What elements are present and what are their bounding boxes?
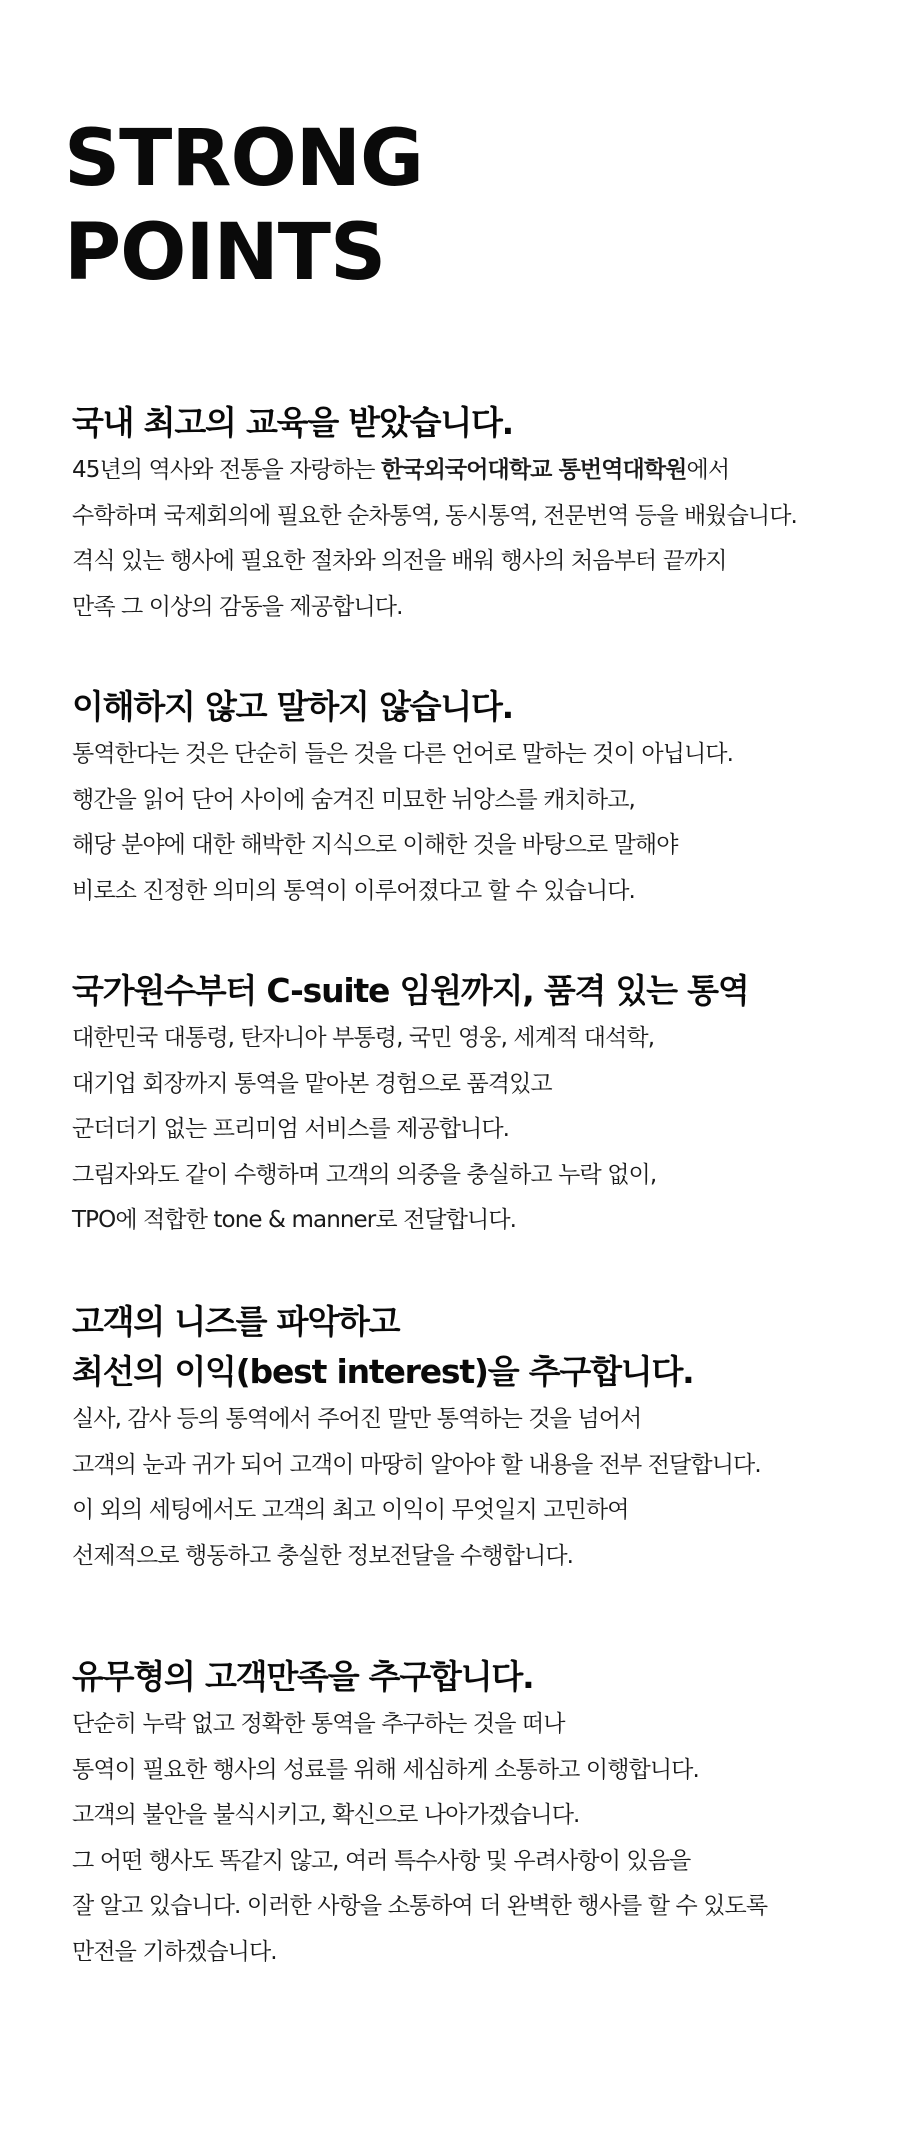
section-heading-line: 국내 최고의 교육을 받았습니다.: [72, 403, 514, 442]
section-heading: [72, 398, 872, 448]
section-heading: [72, 1297, 872, 1397]
section-heading-line: 고객의 니즈를 파악하고: [72, 1302, 400, 1341]
section-body-line: 군더더기 없는 프리미엄 서비스를 제공합니다.: [72, 1116, 510, 1142]
section-body-line: 단순히 누락 없고 정확한 통역을 추구하는 것을 떠나: [72, 1711, 565, 1737]
section-body-line: 대기업 회장까지 통역을 맡아본 경험으로 품격있고: [72, 1070, 552, 1097]
section-body-line: 만족 그 이상의 감동을 제공합니다.: [72, 593, 403, 620]
page-title-line-1: STRONG: [64, 114, 424, 204]
strong-point-understanding: [72, 682, 872, 914]
section-body-line: 실사, 감사 등의 통역에서 주어진 말만 통역하는 것을 넘어서: [72, 1406, 642, 1432]
section-heading: [72, 682, 872, 732]
section-body-line: 이 외의 세팅에서도 고객의 최고 이익이 무엇일지 고민하여: [72, 1497, 629, 1523]
section-heading-line: 유무형의 고객만족을 추구합니다.: [72, 1657, 534, 1696]
body-text: 45년의 역사와 전통을 자랑하는: [72, 457, 381, 483]
section-body-line: 통역이 필요한 행사의 성료를 위해 세심하게 소통하고 이행합니다.: [72, 1756, 699, 1783]
section-body-line: 통역한다는 것은 단순히 들은 것을 다른 언어로 말하는 것이 아닙니다.: [72, 741, 734, 767]
section-body-line: 고객의 눈과 귀가 되어 고객이 마땅히 알아야 할 내용을 전부 전달합니다.: [72, 1451, 761, 1478]
section-body-line: 비로소 진정한 의미의 통역이 이루어졌다고 할 수 있습니다.: [72, 877, 635, 904]
strong-point-client-satisfaction: [72, 1652, 872, 1975]
body-text: 에서: [686, 457, 730, 483]
section-body-line: 격식 있는 행사에 필요한 절차와 의전을 배워 행사의 처음부터 끝까지: [72, 548, 727, 574]
section-heading-line: 이해하지 않고 말하지 않습니다.: [72, 687, 514, 726]
section-body-line: 선제적으로 행동하고 충실한 정보전달을 수행합니다.: [72, 1542, 574, 1569]
strong-point-client-needs: [72, 1297, 872, 1579]
section-body-line: 만전을 기하겠습니다.: [72, 1938, 277, 1965]
section-body-line: [72, 448, 872, 494]
section-body-line: 해당 분야에 대한 해박한 지식으로 이해한 것을 바탕으로 말해야: [72, 832, 678, 858]
section-heading: [72, 966, 872, 1016]
section-body-line: 잘 알고 있습니다. 이러한 사항을 소통하여 더 완벽한 행사를 할 수 있도록: [72, 1893, 768, 1919]
section-body-line: 대한민국 대통령, 탄자니아 부통령, 국민 영웅, 세계적 대석학,: [72, 1025, 655, 1051]
section-heading-line: 국가원수부터 C-suite 임원까지, 품격 있는 통역: [72, 971, 749, 1010]
section-body-line: 행간을 읽어 단어 사이에 숨겨진 미묘한 뉘앙스를 캐치하고,: [72, 786, 635, 813]
page-title-line-2: POINTS: [64, 208, 386, 298]
section-heading: [72, 1652, 872, 1702]
highlighted-school-name: 한국외국어대학교 통번역대학원: [380, 457, 687, 483]
section-body-line: TPO에 적합한 tone & manner로 전달합니다.: [72, 1207, 517, 1233]
page-title: [64, 112, 423, 300]
section-body-line: 그림자와도 같이 수행하며 고객의 의중을 충실하고 누락 없이,: [72, 1161, 657, 1188]
strong-point-premium-interpretation: [72, 966, 872, 1244]
section-heading-line: 최선의 이익(best interest)을 추구합니다.: [72, 1352, 694, 1391]
section-body-line: 고객의 불안을 불식시키고, 확신으로 나아가겠습니다.: [72, 1802, 580, 1828]
section-body-line: 그 어떤 행사도 똑같지 않고, 여러 특수사항 및 우려사항이 있음을: [72, 1847, 691, 1874]
strong-point-education: [72, 398, 872, 630]
section-body-line: 수학하며 국제회의에 필요한 순차통역, 동시통역, 전문번역 등을 배웠습니다.: [72, 502, 797, 529]
